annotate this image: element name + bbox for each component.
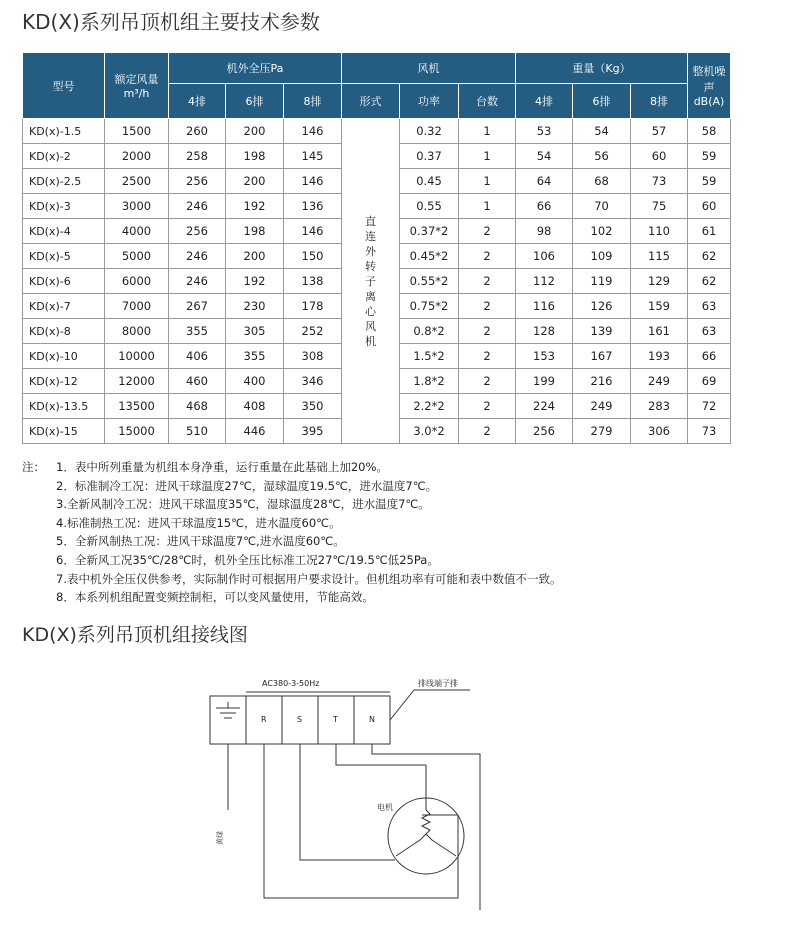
motor-winding-2 xyxy=(396,834,426,856)
cell-w4: 98 xyxy=(516,219,573,244)
cell-w8: 249 xyxy=(631,369,688,394)
header-fan-form: 形式 xyxy=(342,84,400,119)
cell-noise: 73 xyxy=(688,419,731,444)
cell-units: 2 xyxy=(459,269,516,294)
cell-w8: 57 xyxy=(631,119,688,144)
cell-power: 2.2*2 xyxy=(400,394,459,419)
cell-p4: 246 xyxy=(169,194,226,219)
cell-w8: 193 xyxy=(631,344,688,369)
cell-noise: 62 xyxy=(688,269,731,294)
cell-p6: 198 xyxy=(226,144,284,169)
cell-w8: 73 xyxy=(631,169,688,194)
cell-w6: 249 xyxy=(573,394,631,419)
motor-label: 电机 xyxy=(377,803,393,812)
fan-type: 直连外转子离心风机 xyxy=(365,214,376,348)
cell-p6: 198 xyxy=(226,219,284,244)
note-5: 5．全新风制热工况：进风干球温度7℃,进水温度60℃。 xyxy=(56,534,345,549)
cell-p8: 150 xyxy=(284,244,342,269)
cell-w4: 106 xyxy=(516,244,573,269)
cell-w8: 60 xyxy=(631,144,688,169)
note-7: 7.表中机外全压仅供参考，实际制作时可根据用户要求设计。但机组功率有可能和表中数值不一致。 xyxy=(56,571,562,586)
cell-airflow: 10000 xyxy=(105,344,169,369)
cell-p4: 355 xyxy=(169,319,226,344)
cell-p6: 192 xyxy=(226,269,284,294)
cell-model: KD(x)-15 xyxy=(23,419,105,444)
spec-table xyxy=(22,52,731,444)
note-1: 1．表中所列重量为机组本身净重，运行重量在此基础上加20%。 xyxy=(56,460,388,474)
cell-units: 2 xyxy=(459,344,516,369)
header-airflow-unit: m³/h xyxy=(123,87,150,100)
header-weight: 重量（Kg） xyxy=(516,53,688,84)
cell-p6: 200 xyxy=(226,169,284,194)
motor-winding-1 xyxy=(422,810,430,834)
cell-noise: 63 xyxy=(688,294,731,319)
cell-airflow: 5000 xyxy=(105,244,169,269)
cell-w4: 53 xyxy=(516,119,573,144)
note-3: 3.全新风制冷工况：进风干球温度35℃，湿球温度28℃，进水温度7℃。 xyxy=(56,497,430,512)
header-pressure-6row: 6排 xyxy=(226,84,284,119)
cell-w8: 115 xyxy=(631,244,688,269)
cell-power: 0.37 xyxy=(400,144,459,169)
cell-w6: 54 xyxy=(573,119,631,144)
cell-p6: 446 xyxy=(226,419,284,444)
cell-p6: 200 xyxy=(226,119,284,144)
cell-p8: 395 xyxy=(284,419,342,444)
cell-model: KD(x)-3 xyxy=(23,194,105,219)
cell-power: 0.45*2 xyxy=(400,244,459,269)
header-noise-label: 整机噪声 xyxy=(692,65,726,94)
header-pressure-8row: 8排 xyxy=(284,84,342,119)
header-pressure-4row: 4排 xyxy=(169,84,226,119)
cell-model: KD(x)-12 xyxy=(23,369,105,394)
cell-p4: 246 xyxy=(169,269,226,294)
cell-p6: 355 xyxy=(226,344,284,369)
cell-w6: 216 xyxy=(573,369,631,394)
cell-units: 1 xyxy=(459,169,516,194)
notes xyxy=(22,458,762,607)
cell-w6: 279 xyxy=(573,419,631,444)
header-airflow-label: 额定风量 xyxy=(114,73,159,86)
cell-w6: 109 xyxy=(573,244,631,269)
cell-p6: 305 xyxy=(226,319,284,344)
cell-w8: 283 xyxy=(631,394,688,419)
terminal-r-label: R xyxy=(261,715,267,724)
cell-w4: 128 xyxy=(516,319,573,344)
cell-w4: 153 xyxy=(516,344,573,369)
cell-w6: 102 xyxy=(573,219,631,244)
cell-model: KD(x)-1.5 xyxy=(23,119,105,144)
cell-noise: 59 xyxy=(688,144,731,169)
terminal-n-label: N xyxy=(369,715,375,724)
cell-w6: 56 xyxy=(573,144,631,169)
motor-winding-3 xyxy=(426,834,456,856)
cell-model: KD(x)-10 xyxy=(23,344,105,369)
cell-p4: 258 xyxy=(169,144,226,169)
header-fan-power: 功率 xyxy=(400,84,459,119)
cell-units: 1 xyxy=(459,119,516,144)
cell-noise: 60 xyxy=(688,194,731,219)
cell-p8: 146 xyxy=(284,119,342,144)
cell-model: KD(x)-6 xyxy=(23,269,105,294)
header-fan-units: 台数 xyxy=(459,84,516,119)
cell-model: KD(x)-7 xyxy=(23,294,105,319)
terminal-leader xyxy=(390,690,414,720)
cell-noise: 59 xyxy=(688,169,731,194)
cell-airflow: 15000 xyxy=(105,419,169,444)
cell-p8: 145 xyxy=(284,144,342,169)
cell-power: 0.75*2 xyxy=(400,294,459,319)
cell-model: KD(x)-13.5 xyxy=(23,394,105,419)
cell-p8: 138 xyxy=(284,269,342,294)
cell-p8: 350 xyxy=(284,394,342,419)
cell-airflow: 12000 xyxy=(105,369,169,394)
cell-w4: 112 xyxy=(516,269,573,294)
cell-w6: 167 xyxy=(573,344,631,369)
cell-p8: 308 xyxy=(284,344,342,369)
terminal-t-label: T xyxy=(333,715,338,724)
cell-power: 0.32 xyxy=(400,119,459,144)
cell-w6: 119 xyxy=(573,269,631,294)
cell-model: KD(x)-8 xyxy=(23,319,105,344)
wiring-diagram xyxy=(190,660,530,910)
table-row xyxy=(23,119,731,144)
ground-wire-label: 黄绿 xyxy=(216,831,224,845)
cell-noise: 69 xyxy=(688,369,731,394)
cell-p4: 260 xyxy=(169,119,226,144)
header-fan: 风机 xyxy=(342,53,516,84)
cell-p6: 200 xyxy=(226,244,284,269)
header-noise xyxy=(688,53,731,119)
cell-units: 1 xyxy=(459,144,516,169)
cell-p8: 146 xyxy=(284,219,342,244)
cell-airflow: 6000 xyxy=(105,269,169,294)
cell-w4: 66 xyxy=(516,194,573,219)
cell-p8: 136 xyxy=(284,194,342,219)
cell-p8: 346 xyxy=(284,369,342,394)
cell-airflow: 8000 xyxy=(105,319,169,344)
cell-units: 2 xyxy=(459,369,516,394)
cell-airflow: 1500 xyxy=(105,119,169,144)
cell-w6: 70 xyxy=(573,194,631,219)
cell-p6: 408 xyxy=(226,394,284,419)
header-weight-6row: 6排 xyxy=(573,84,631,119)
cell-units: 2 xyxy=(459,294,516,319)
cell-airflow: 3000 xyxy=(105,194,169,219)
header-airflow xyxy=(105,53,169,119)
power-label: AC380-3-50Hz xyxy=(262,679,320,688)
cell-model: KD(x)-4 xyxy=(23,219,105,244)
cell-airflow: 13500 xyxy=(105,394,169,419)
cell-power: 0.45 xyxy=(400,169,459,194)
cell-p4: 256 xyxy=(169,219,226,244)
cell-p8: 178 xyxy=(284,294,342,319)
cell-w6: 68 xyxy=(573,169,631,194)
note-6: 6．全新风工况35℃/28℃时，机外全压比标准工况27℃/19.5℃低25Pa。 xyxy=(56,552,439,567)
cell-w8: 110 xyxy=(631,219,688,244)
cell-units: 1 xyxy=(459,194,516,219)
cell-noise: 66 xyxy=(688,344,731,369)
cell-units: 2 xyxy=(459,219,516,244)
cell-model: KD(x)-2 xyxy=(23,144,105,169)
cell-units: 2 xyxy=(459,319,516,344)
cell-w4: 54 xyxy=(516,144,573,169)
note-8: 8．本系列机组配置变频控制柜，可以变风量使用，节能高效。 xyxy=(56,590,374,605)
cell-units: 2 xyxy=(459,419,516,444)
cell-noise: 63 xyxy=(688,319,731,344)
cell-units: 2 xyxy=(459,244,516,269)
page-title: KD(X)系列吊顶机组主要技术参数 xyxy=(22,10,320,34)
ground-symbol xyxy=(216,702,240,718)
spec-table-body xyxy=(23,119,731,444)
cell-power: 0.37*2 xyxy=(400,219,459,244)
cell-p8: 146 xyxy=(284,169,342,194)
cell-w4: 116 xyxy=(516,294,573,319)
cell-noise: 62 xyxy=(688,244,731,269)
cell-noise: 72 xyxy=(688,394,731,419)
note-2: 2．标准制冷工况：进风干球温度27℃，湿球温度19.5℃，进水温度7℃。 xyxy=(56,478,438,493)
terminal-s-label: S xyxy=(297,715,303,724)
header-weight-8row: 8排 xyxy=(631,84,688,119)
cell-model: KD(x)-2.5 xyxy=(23,169,105,194)
cell-w4: 199 xyxy=(516,369,573,394)
cell-power: 3.0*2 xyxy=(400,419,459,444)
header-pressure: 机外全压Pa xyxy=(169,53,342,84)
fan-type-cell xyxy=(342,119,400,444)
cell-airflow: 2500 xyxy=(105,169,169,194)
cell-units: 2 xyxy=(459,394,516,419)
cell-w8: 75 xyxy=(631,194,688,219)
cell-p6: 230 xyxy=(226,294,284,319)
cell-w8: 159 xyxy=(631,294,688,319)
cell-p4: 256 xyxy=(169,169,226,194)
notes-label: 注： xyxy=(22,460,45,474)
cell-p6: 400 xyxy=(226,369,284,394)
cell-power: 0.8*2 xyxy=(400,319,459,344)
cell-airflow: 4000 xyxy=(105,219,169,244)
cell-w6: 126 xyxy=(573,294,631,319)
cell-w8: 129 xyxy=(631,269,688,294)
cell-p4: 468 xyxy=(169,394,226,419)
cell-w4: 224 xyxy=(516,394,573,419)
header-noise-unit: dB(A) xyxy=(693,95,725,108)
cell-w4: 256 xyxy=(516,419,573,444)
cell-p4: 460 xyxy=(169,369,226,394)
cell-power: 1.8*2 xyxy=(400,369,459,394)
cell-p4: 510 xyxy=(169,419,226,444)
cell-noise: 61 xyxy=(688,219,731,244)
cell-power: 1.5*2 xyxy=(400,344,459,369)
cell-w8: 161 xyxy=(631,319,688,344)
cell-model: KD(x)-5 xyxy=(23,244,105,269)
terminal-label: 排线端子排 xyxy=(418,679,458,688)
cell-p4: 246 xyxy=(169,244,226,269)
wire-s xyxy=(300,744,395,860)
header-weight-4row: 4排 xyxy=(516,84,573,119)
cell-power: 0.55*2 xyxy=(400,269,459,294)
note-4: 4.标准制热工况：进风干球温度15℃，进水温度60℃。 xyxy=(56,515,341,530)
cell-p6: 192 xyxy=(226,194,284,219)
cell-p4: 267 xyxy=(169,294,226,319)
cell-w4: 64 xyxy=(516,169,573,194)
wiring-title: KD(X)系列吊顶机组接线图 xyxy=(22,624,248,646)
cell-w8: 306 xyxy=(631,419,688,444)
cell-noise: 58 xyxy=(688,119,731,144)
header-model: 型号 xyxy=(23,53,105,119)
cell-p8: 252 xyxy=(284,319,342,344)
cell-w6: 139 xyxy=(573,319,631,344)
cell-power: 0.55 xyxy=(400,194,459,219)
cell-airflow: 7000 xyxy=(105,294,169,319)
cell-p4: 406 xyxy=(169,344,226,369)
cell-airflow: 2000 xyxy=(105,144,169,169)
